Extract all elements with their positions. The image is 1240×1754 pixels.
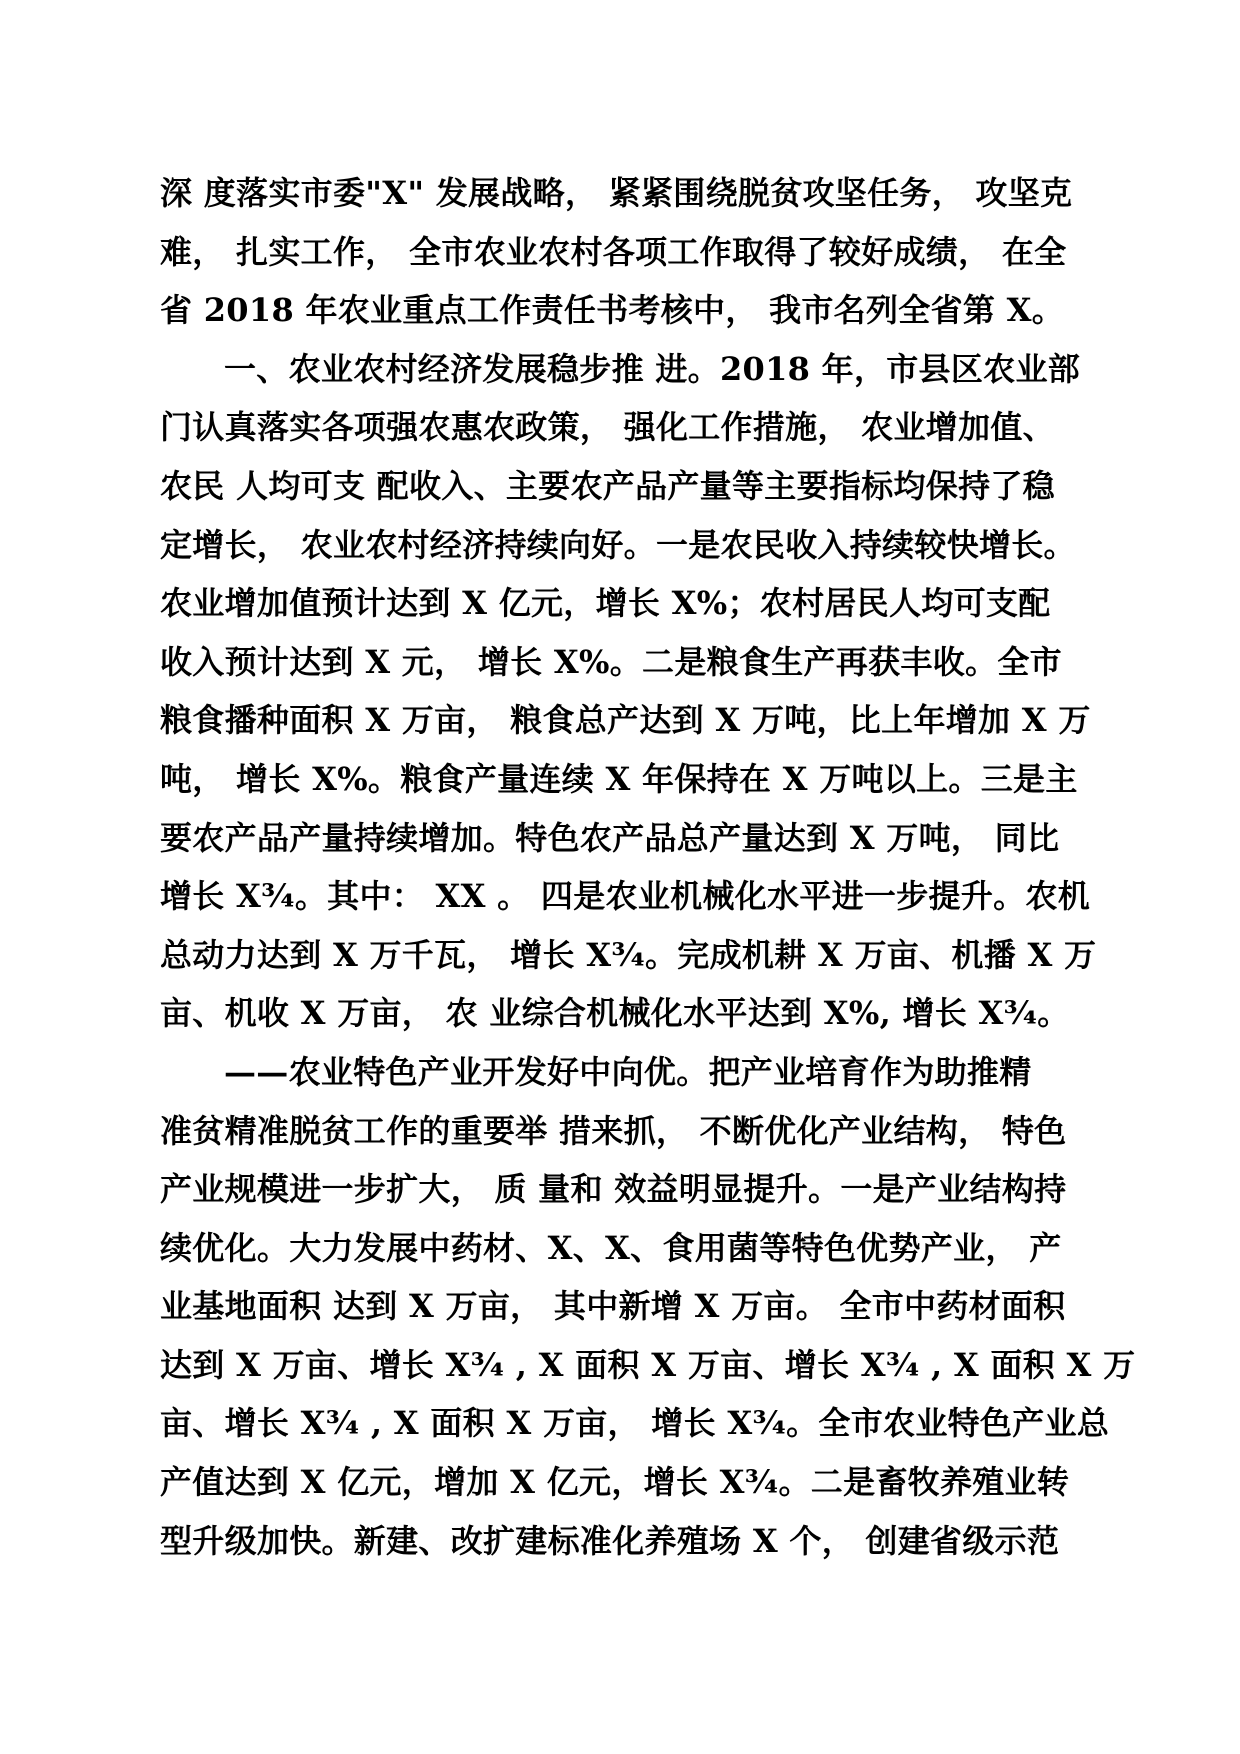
text-line: 农业增加值预计达到 X 亿元，增长 X%；农村居民人均可支配: [160, 584, 1051, 623]
text-line: 粮食播种面积 X 万亩， 粮食总产达到 X 万吨，比上年增加 X 万: [160, 701, 1091, 740]
text-line: 门认真落实各项强农惠农政策， 强化工作措施， 农业增加值、: [160, 408, 1055, 447]
text-line: 深 度落实市委"X" 发展战略， 紧紧围绕脱贫攻坚任务， 攻坚克: [160, 174, 1073, 212]
section-heading-line: ——农业特色产业开发好中向优。把产业培育作为助推精: [224, 1052, 1032, 1091]
text-line: 吨， 增长 X%。粮食产量连续 X 年保持在 X 万吨以上。三是主: [160, 759, 1078, 798]
text-line: 准贫精准脱贫工作的重要举 措来抓， 不断优化产业结构， 特色: [160, 1111, 1067, 1150]
text-line: 农民 人均可支 配收入、主要农产品产量等主要指标均保持了稳: [160, 466, 1055, 505]
body-text: [160, 164, 1136, 1570]
text-line: 总动力达到 X 万千瓦， 增长 X¾。完成机耕 X 万亩、机播 X 万: [160, 935, 1097, 974]
text-line: 亩、增长 X¾ , X 面积 X 万亩， 增长 X¾。全市农业特色产业总: [160, 1404, 1110, 1443]
text-line: 业基地面积 达到 X 万亩， 其中新增 X 万亩。 全市中药材面积: [160, 1287, 1066, 1326]
section-heading-line: 一、农业农村经济发展稳步推 进。2018 年，市县区农业部: [224, 349, 1081, 388]
text-line: 省 2018 年农业重点工作责任书考核中， 我市名列全省第 X。: [160, 291, 1065, 330]
text-line: 亩、机收 X 万亩， 农 业综合机械化水平达到 X%, 增长 X¾。: [160, 994, 1070, 1033]
text-line: 要农产品产量持续增加。特色农产品总产量达到 X 万吨， 同比: [160, 818, 1060, 857]
text-line: 续优化。大力发展中药材、X、X、食用菌等特色优势产业， 产: [160, 1228, 1062, 1267]
text-line: 定增长， 农业农村经济持续向好。一是农民收入持续较快增长。: [160, 525, 1076, 564]
text-line: 产业规模进一步扩大， 质 量和 效益明显提升。一是产业结构持: [160, 1170, 1067, 1209]
text-line: 收入预计达到 X 元， 增长 X%。二是粮食生产再获丰收。全市: [160, 642, 1062, 681]
text-line: 难， 扎实工作， 全市农业农村各项工作取得了较好成绩， 在全: [160, 232, 1067, 271]
text-line: 增长 X¾。其中： XX 。 四是农业机械化水平进一步提升。农机: [160, 877, 1091, 916]
text-line: 达到 X 万亩、增长 X¾ , X 面积 X 万亩、增长 X¾ , X 面积 X 万: [160, 1345, 1136, 1384]
text-line: 型升级加快。新建、改扩建标准化养殖场 X 个， 创建省级示范: [160, 1521, 1060, 1560]
text-line: 产值达到 X 亿元，增加 X 亿元，增长 X¾。二是畜牧养殖业转: [160, 1463, 1070, 1502]
